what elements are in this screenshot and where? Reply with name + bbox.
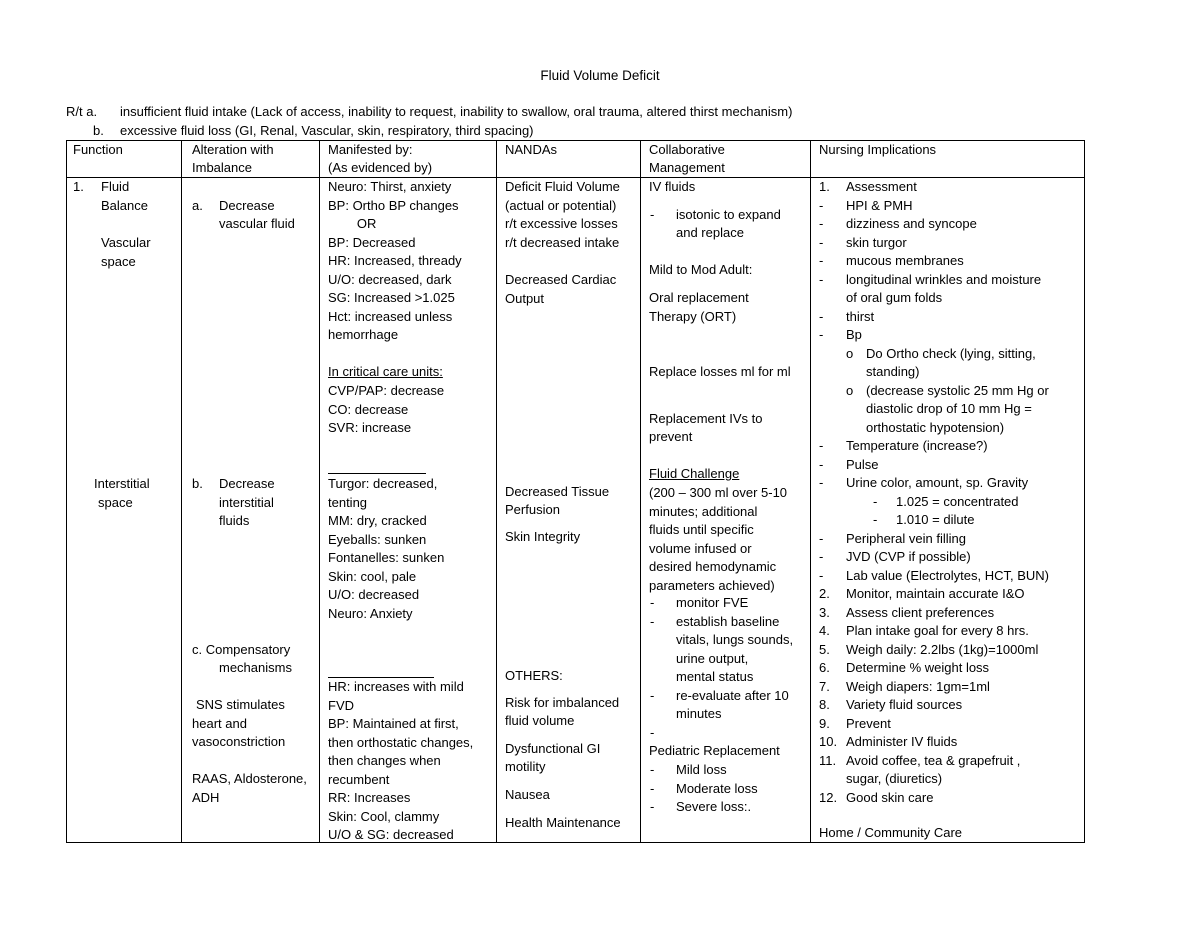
nursing-item: mucous membranes [846, 253, 964, 268]
manifested-line: SVR: increase [328, 420, 412, 435]
manifested-line: Hct: increased unless [328, 308, 453, 324]
pediatric-item: Moderate loss [676, 780, 758, 796]
nanda-line: r/t decreased intake [505, 234, 620, 250]
nursing-item: Temperature (increase?) [846, 438, 988, 453]
nursing-item: Assess client preferences [846, 604, 995, 620]
bullet-text: vitals, lungs sounds, [676, 632, 794, 647]
nanda-others: OTHERS: [505, 668, 563, 683]
nanda-item: Perfusion [505, 502, 560, 517]
nursing-marker: - [819, 327, 824, 342]
nursing-marker: - [819, 234, 824, 250]
manifested-line: recumbent [328, 771, 390, 787]
column-divider [810, 140, 811, 843]
alteration-sns: SNS stimulates [196, 697, 285, 712]
nursing-item: Pulse [846, 456, 879, 472]
nursing-marker: 7. [819, 678, 830, 694]
nursing-marker: 9. [819, 715, 830, 731]
fluid-challenge-line: (200 – 300 ml over 5-10 [649, 485, 788, 500]
table-border-right [1084, 140, 1085, 843]
alteration-a-text: Decrease [219, 198, 275, 213]
nursing-item: Avoid coffee, tea & grapefruit , [846, 752, 1021, 768]
manifested-line: BP: Maintained at first, [328, 716, 459, 731]
header-alteration-line2: Imbalance [192, 160, 252, 175]
pediatric-item: Severe loss:. [676, 799, 752, 814]
alteration-b-text: Decrease [219, 476, 275, 491]
nursing-marker: - [819, 475, 824, 490]
header-collab-line1: Collaborative [649, 142, 725, 157]
function-interstitial: space [98, 495, 133, 510]
manifested-line: OR [328, 216, 377, 231]
bullet-dash: - [650, 799, 655, 814]
bullet-dash: - [650, 613, 655, 629]
alteration-sns: heart and [192, 716, 247, 731]
nursing-item: thirst [846, 308, 875, 324]
fluid-challenge-line: parameters achieved) [649, 577, 775, 593]
fluid-challenge-line: volume infused or [649, 540, 752, 556]
nursing-marker: - [819, 216, 824, 231]
manifested-line: Neuro: Thirst, anxiety [328, 179, 452, 194]
nursing-marker: - [819, 271, 824, 287]
header-alteration-line1: Alteration with [192, 142, 274, 157]
nursing-item: JVD (CVP if possible) [846, 549, 971, 564]
collab-replacement-ivs: Replacement IVs to [649, 411, 763, 426]
nursing-marker: 6. [819, 660, 830, 675]
nursing-marker: - [819, 567, 824, 583]
nursing-marker: - [873, 493, 878, 509]
nanda-item: Health Maintenance [505, 815, 621, 830]
bullet-text: mental status [676, 669, 754, 684]
nanda-item: Skin Integrity [505, 529, 581, 544]
manifested-line: HR: increases with mild [328, 679, 464, 694]
nursing-item: HPI & PMH [846, 197, 913, 213]
nursing-item: orthostatic hypotension) [866, 419, 1005, 435]
collab-mild-mod: Mild to Mod Adult: [649, 262, 753, 277]
nursing-item: standing) [866, 364, 920, 379]
nursing-marker: 3. [819, 604, 830, 620]
function-vascular: space [101, 254, 136, 269]
header-manifested-line2: (As evidenced by) [328, 160, 433, 175]
nursing-item: longitudinal wrinkles and moisture [846, 271, 1042, 287]
collab-replacement-ivs: prevent [649, 429, 693, 444]
nursing-item: Urine color, amount, sp. Gravity [846, 475, 1029, 490]
function-text: Fluid [101, 179, 130, 194]
bullet-dash: - [650, 780, 655, 796]
nursing-item: Weigh daily: 2.2lbs (1kg)=1000ml [846, 641, 1039, 657]
header-nandas: NANDAs [505, 142, 558, 157]
nursing-item: 1.010 = dilute [896, 512, 975, 527]
nursing-marker: - [873, 512, 878, 527]
manifested-line: BP: Ortho BP changes [328, 197, 459, 213]
manifested-line: Skin: Cool, clammy [328, 808, 440, 824]
nursing-marker: 5. [819, 641, 830, 657]
manifested-line: Fontanelles: sunken [328, 550, 445, 565]
function-vascular: Vascular [101, 235, 151, 250]
nursing-item: of oral gum folds [846, 290, 943, 305]
header-manifested-line1: Manifested by: [328, 142, 413, 157]
collab-ort: Oral replacement [649, 290, 749, 305]
header-nursing: Nursing Implications [819, 142, 937, 157]
collab-pediatric: Pediatric Replacement [649, 743, 780, 758]
nanda-item: Output [505, 291, 545, 306]
nursing-marker: 8. [819, 697, 830, 712]
nanda-item: Dysfunctional GI [505, 741, 601, 756]
nursing-item: skin turgor [846, 234, 907, 250]
manifested-line: SG: Increased >1.025 [328, 290, 455, 305]
manifested-line: hemorrhage [328, 327, 399, 342]
nursing-item: Determine % weight loss [846, 660, 990, 675]
function-interstitial: Interstitial [94, 476, 150, 491]
nursing-item: Prevent [846, 715, 891, 731]
nanda-item: Decreased Cardiac [505, 272, 617, 287]
nanda-item: Decreased Tissue [505, 484, 610, 499]
manifested-line: U/O: decreased, dark [328, 271, 452, 287]
nanda-item: motility [505, 759, 546, 774]
nursing-item: Lab value (Electrolytes, HCT, BUN) [846, 567, 1050, 583]
nanda-line: (actual or potential) [505, 197, 617, 213]
manifested-line: CVP/PAP: decrease [328, 383, 445, 398]
alteration-b-letter: b. [192, 476, 203, 491]
manifested-line: then orthostatic changes, [328, 734, 474, 750]
nursing-item: Variety fluid sources [846, 697, 963, 712]
nursing-marker: - [819, 308, 824, 324]
table-border-left [66, 140, 67, 843]
manifested-line: CO: decrease [328, 401, 409, 417]
critical-care-heading: In critical care units: [328, 364, 443, 379]
nursing-marker: 4. [819, 623, 830, 638]
collab-replace-losses: Replace losses ml for ml [649, 364, 791, 379]
nursing-marker: 12. [819, 789, 838, 805]
nursing-marker: 11. [819, 752, 837, 768]
alteration-c-text: c. Compensatory [192, 642, 291, 657]
column-divider [640, 140, 641, 843]
nursing-item: Assessment [846, 179, 917, 194]
bullet-dash: - [650, 595, 655, 610]
bullet-text: minutes [676, 706, 722, 721]
collab-isotonic: isotonic to expand [676, 207, 781, 222]
nursing-item: (decrease systolic 25 mm Hg or [866, 382, 1049, 398]
alteration-c-text: mechanisms [219, 660, 292, 675]
header-collab-line2: Management [649, 160, 725, 175]
bullet-text: re-evaluate after 10 [676, 687, 789, 703]
nursing-marker: 1. [819, 179, 830, 194]
home-community-care: Home / Community Care [819, 825, 963, 840]
nursing-item: Administer IV fluids [846, 734, 958, 749]
nursing-item: Weigh diapers: 1gm=1ml [846, 678, 990, 694]
collab-iv-fluids: IV fluids [649, 179, 696, 194]
nursing-marker: o [846, 345, 854, 361]
page-title: Fluid Volume Deficit [540, 68, 660, 83]
function-number: 1. [73, 179, 84, 194]
nursing-marker: - [819, 530, 824, 546]
function-text: Balance [101, 198, 148, 213]
rt-a-prefix: R/t a. [66, 104, 98, 119]
nanda-line: Deficit Fluid Volume [505, 179, 620, 194]
manifested-line: Turgor: decreased, [328, 476, 438, 491]
fluid-challenge-line: minutes; additional [649, 503, 758, 519]
alteration-raas: RAAS, Aldosterone, [192, 771, 307, 786]
nanda-line: r/t excessive losses [505, 216, 618, 231]
manifested-line: tenting [328, 494, 368, 510]
alteration-b-text: interstitial [219, 495, 274, 510]
nursing-item: Plan intake goal for every 8 hrs. [846, 623, 1029, 638]
fluid-challenge-line: fluids until specific [649, 522, 754, 537]
separator-line [328, 473, 426, 474]
manifested-line: then changes when [328, 753, 441, 768]
header-function: Function [73, 142, 123, 157]
manifested-line: HR: Increased, thready [328, 253, 462, 268]
alteration-b-text: fluids [219, 513, 250, 528]
nursing-item: Peripheral vein filling [846, 530, 966, 546]
nursing-item: Do Ortho check (lying, sitting, [866, 345, 1036, 361]
rt-b-prefix: b. [93, 123, 104, 138]
nanda-item: fluid volume [505, 713, 575, 728]
fluid-challenge-heading: Fluid Challenge [649, 466, 740, 481]
nursing-item: 1.025 = concentrated [896, 493, 1019, 509]
rt-b-text: excessive fluid loss (GI, Renal, Vascular, skin, respiratory, third spacing) [120, 123, 534, 138]
alteration-a-letter: a. [192, 198, 203, 213]
nursing-marker: o [846, 382, 854, 398]
manifested-line: Skin: cool, pale [328, 568, 417, 584]
collab-ort: Therapy (ORT) [649, 309, 737, 324]
nursing-marker: - [819, 438, 824, 453]
collab-dash: - [650, 725, 655, 740]
nursing-item: Good skin care [846, 789, 934, 805]
alteration-sns: vasoconstriction [192, 734, 286, 749]
nursing-marker: - [819, 549, 824, 564]
nursing-marker: 2. [819, 586, 830, 601]
bullet-dash: - [650, 762, 655, 777]
bullet-text: monitor FVE [676, 595, 749, 610]
manifested-line: RR: Increases [328, 790, 411, 805]
manifested-line: U/O & SG: decreased [328, 827, 454, 842]
nursing-item: Monitor, maintain accurate I&O [846, 586, 1025, 601]
column-divider [496, 140, 497, 843]
manifested-line: U/O: decreased [328, 587, 420, 602]
nanda-item: Nausea [505, 787, 550, 802]
manifested-line: Eyeballs: sunken [328, 531, 427, 547]
nursing-item: diastolic drop of 10 mm Hg = [866, 401, 1032, 416]
bullet-dash: - [650, 687, 655, 703]
column-divider [319, 140, 320, 843]
nursing-marker: - [819, 253, 824, 268]
manifested-line: MM: dry, cracked [328, 513, 427, 528]
alteration-raas: ADH [192, 790, 220, 805]
column-divider [181, 140, 182, 843]
collab-isotonic: and replace [676, 225, 744, 240]
rt-a-text: insufficient fluid intake (Lack of access, inability to request, inability to swallow, oral trauma, altered thirst mechanism) [120, 104, 793, 119]
alteration-a-text: vascular fluid [219, 216, 295, 231]
nanda-item: Risk for imbalanced [505, 695, 620, 710]
nursing-marker: - [819, 197, 824, 213]
manifested-line: BP: Decreased [328, 234, 416, 250]
nursing-marker: 10. [819, 734, 838, 749]
nursing-marker: - [819, 456, 824, 472]
bullet-text: establish baseline [676, 613, 780, 629]
manifested-line: FVD [328, 697, 354, 713]
nursing-item: dizziness and syncope [846, 216, 977, 231]
fluid-challenge-line: desired hemodynamic [649, 559, 777, 574]
pediatric-item: Mild loss [676, 762, 727, 777]
manifested-line: Neuro: Anxiety [328, 605, 413, 621]
nursing-item: sugar, (diuretics) [846, 771, 943, 786]
bullet-text: urine output, [676, 650, 749, 666]
nursing-item: Bp [846, 327, 862, 342]
collab-dash: - [650, 207, 655, 222]
